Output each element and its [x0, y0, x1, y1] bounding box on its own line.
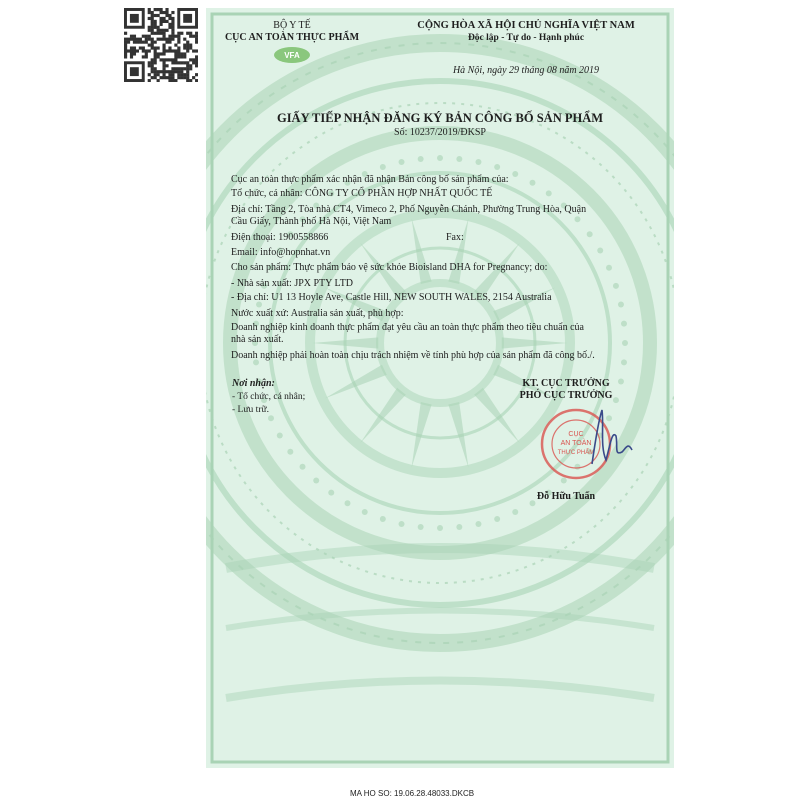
address-line-1: Địa chỉ: Tầng 2, Tòa nhà CT4, Vimeco 2, Phố Nguyễn Chánh, Phường Trung Hòa, Quận — [231, 204, 587, 215]
recipient-item: - Lưu trữ. — [232, 405, 269, 415]
address-line-2: Cầu Giấy, Thành phố Hà Nội, Việt Nam — [231, 216, 392, 227]
agency-name: CỤC AN TOÀN THỰC PHẨM — [224, 32, 360, 43]
svg-text:THỰC PHẨM: THỰC PHẨM — [557, 450, 595, 456]
qr-code-icon — [124, 8, 198, 82]
email: Email: info@hopnhat.vn — [231, 247, 331, 258]
requirement-line-2: nhà sản xuất. — [231, 334, 284, 345]
country-name: CỘNG HÒA XÃ HỘI CHỦ NGHĨA VIỆT NAM — [417, 20, 635, 31]
manufacturer-address: - Địa chỉ: U1 13 Hoyle Ave, Castle Hill, NEW SOUTH WALES, 2154 Australia — [231, 292, 552, 303]
phone: Điện thoại: 1900558866 — [231, 232, 329, 243]
requirement-line-1: Doanh nghiệp kinh doanh thực phẩm đạt yêu cầu an toàn thực phẩm theo tiêu chuẩn của — [231, 322, 584, 333]
recipient-item: - Tổ chức, cá nhân; — [232, 392, 306, 402]
issue-date: Hà Nội, ngày 29 tháng 08 năm 2019 — [452, 65, 600, 76]
organization: Tổ chức, cá nhân: CÔNG TY CỔ PHẦN HỢP NHẤT QUỐC TẾ — [231, 188, 493, 199]
signer-title-1: KT. CỤC TRƯỞNG — [522, 378, 610, 389]
manufacturer: - Nhà sản xuất: JPX PTY LTD — [231, 278, 354, 289]
recipients-label: Nơi nhận: — [232, 378, 275, 389]
qr-code — [124, 8, 198, 82]
svg-text:CỤC: CỤC — [568, 431, 584, 438]
product: Cho sản phẩm: Thực phẩm bảo vệ sức khỏe Bioisland DHA for Pregnancy; do: — [231, 262, 548, 273]
ministry-name: BỘ Y TẾ — [273, 20, 311, 31]
document-title: GIẤY TIẾP NHẬN ĐĂNG KÝ BẢN CÔNG BỐ SẢN PHẨM — [276, 111, 604, 125]
confirmation-line: Cục an toàn thực phẩm xác nhận đã nhận Bản công bố sản phẩm của: — [231, 174, 509, 185]
national-motto: Độc lập - Tự do - Hạnh phúc — [467, 33, 585, 43]
origin: Nước xuất xứ: Australia sản xuất, phù hợp: — [231, 308, 404, 319]
document-number: Số: 10237/2019/ĐKSP — [394, 127, 486, 138]
vfa-logo — [272, 45, 312, 65]
document-page — [206, 8, 674, 768]
fax: Fax: — [446, 232, 464, 243]
handwritten-signature — [586, 406, 636, 472]
responsibility: Doanh nghiệp phải hoàn toàn chịu trách nhiệm về tính phù hợp của sản phẩm đã công bố./. — [231, 350, 595, 361]
record-code: MA HO SO: 19.06.28.48033.DKCB — [350, 789, 475, 798]
signer-name: Đỗ Hữu Tuấn — [536, 491, 596, 502]
signer-title-2: PHÓ CỤC TRƯỞNG — [519, 390, 613, 401]
svg-text:VFA: VFA — [284, 51, 300, 60]
svg-text:AN TOÀN: AN TOÀN — [560, 440, 592, 447]
